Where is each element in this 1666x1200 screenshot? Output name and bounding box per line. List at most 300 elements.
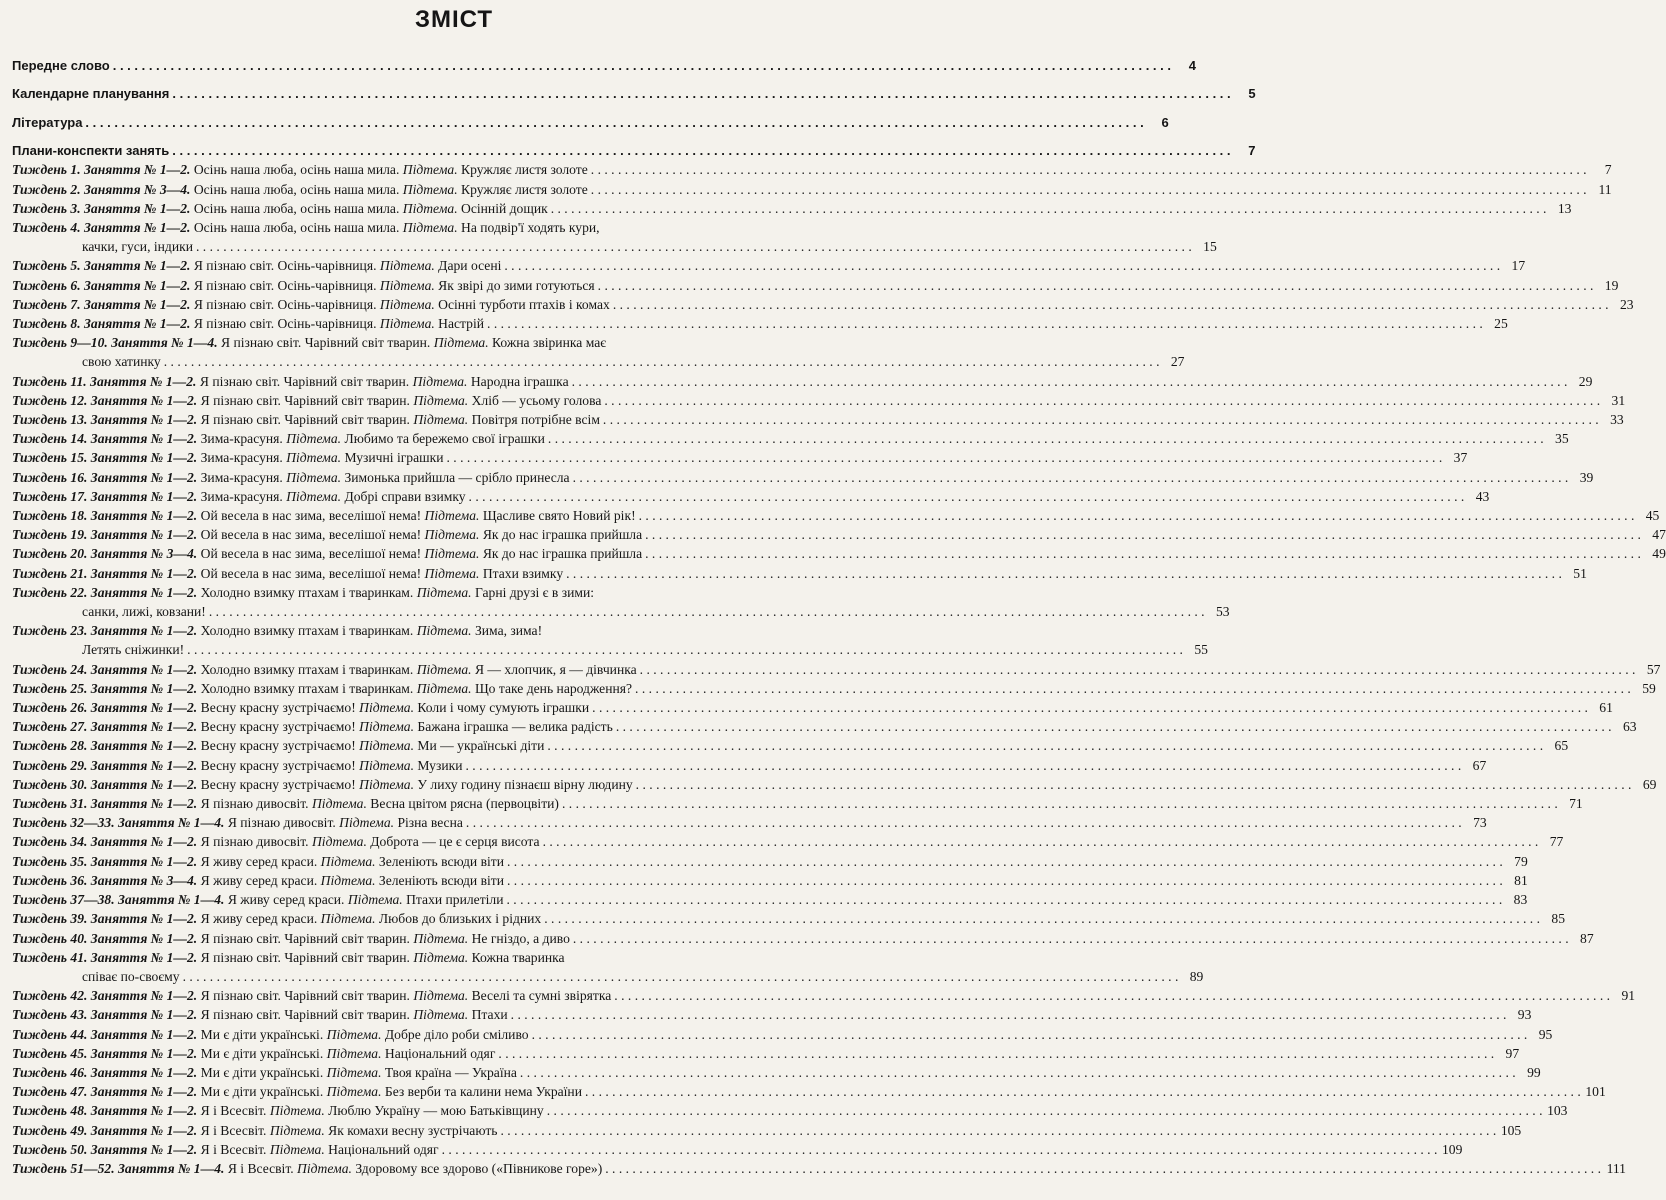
- page-number: 103: [1547, 1103, 1568, 1119]
- page-number: 29: [1578, 373, 1593, 389]
- entry-topic: Осінь наша люба, осінь наша мила.: [193, 181, 400, 197]
- dot-leader: [636, 775, 1632, 794]
- subtopic-label: Підтема.: [413, 412, 469, 428]
- dot-leader: [196, 237, 1192, 256]
- subtopic-label: Підтема.: [379, 296, 435, 312]
- subtopic-label: Підтема.: [424, 508, 480, 524]
- dot-leader: [604, 391, 1600, 410]
- entry-subtopic: Національний одяг: [328, 1141, 439, 1157]
- week-lesson-label: Тиждень 41. Заняття № 1—2.: [12, 949, 198, 965]
- entry-topic: Весну красну зустрічаємо!: [200, 757, 356, 773]
- subtopic-label: Підтема.: [286, 488, 342, 504]
- toc-entry-text: [12, 679, 632, 698]
- toc-entry-text: [12, 986, 611, 1005]
- toc-entry-row[interactable]: [12, 1063, 1541, 1082]
- page-number: 57: [1646, 661, 1661, 677]
- entry-topic: Весну красну зустрічаємо!: [200, 700, 356, 716]
- entry-topic: Я живу серед краси.: [200, 872, 318, 888]
- dot-leader: [645, 544, 1641, 563]
- toc-entry-text: [12, 314, 484, 333]
- page-number: 95: [1538, 1026, 1553, 1042]
- entry-topic: Я і Всесвіт.: [200, 1122, 267, 1138]
- toc-entry-row[interactable]: [12, 429, 1569, 448]
- week-lesson-label: Тиждень 19. Заняття № 1—2.: [12, 527, 198, 543]
- entry-subtopic: Зеленіють всюди віти: [378, 853, 504, 869]
- entry-topic: Осінь наша люба, осінь наша мила.: [193, 200, 400, 216]
- entry-topic: Зима-красуня.: [200, 469, 283, 485]
- entry-topic: Ми є діти українські.: [200, 1064, 324, 1080]
- toc-entry-text: [12, 832, 540, 851]
- dot-leader: [543, 832, 1539, 851]
- toc-entry-row[interactable]: [12, 660, 1661, 679]
- toc-entry-row[interactable]: [12, 525, 1666, 544]
- entry-subtopic: Кружляє листя золоте: [461, 162, 588, 178]
- dot-leader: [572, 372, 1568, 391]
- subtopic-label: Підтема.: [359, 776, 414, 792]
- subtopic-label: Підтема.: [326, 1084, 382, 1100]
- week-lesson-label: Тиждень 34. Заняття № 1—2.: [12, 834, 198, 850]
- toc-entry-row[interactable]: [12, 890, 1528, 909]
- dot-leader: [498, 1044, 1494, 1063]
- page-number: 25: [1494, 316, 1508, 331]
- toc-entry-row[interactable]: [12, 852, 1528, 871]
- toc-entry-row[interactable]: [12, 756, 1487, 775]
- toc-entry-row[interactable]: [12, 448, 1468, 467]
- page-number: 71: [1569, 796, 1583, 812]
- subtopic-label: Підтема.: [379, 258, 435, 274]
- toc-entry-row[interactable]: [12, 256, 1526, 275]
- entry-topic: Я пізнаю дивосвіт.: [200, 834, 309, 850]
- page-number: 15: [1203, 239, 1217, 255]
- toc-entry-text: [12, 794, 559, 813]
- entry-continuation-text: санки, лижі, ковзани!: [82, 604, 206, 620]
- entry-topic: Я і Всесвіт.: [227, 1160, 294, 1176]
- entry-continuation-text: свою хатинку: [82, 354, 161, 370]
- toc-entry-row[interactable]: [12, 333, 904, 352]
- toc-entry-text: [12, 180, 588, 199]
- entry-subtopic: Здоровому все здорово («Півникове горе»): [355, 1160, 603, 1176]
- entry-subtopic: Любов до близьких і рідних: [378, 911, 542, 927]
- toc-entry-row[interactable]: [12, 1082, 1606, 1101]
- entry-topic: Я пізнаю дивосвіт.: [227, 815, 336, 831]
- subtopic-label: Підтема.: [339, 815, 395, 831]
- entry-topic: Холодно взимку птахам і тваринкам.: [200, 623, 414, 639]
- dot-leader: [85, 113, 1143, 132]
- toc-front-row[interactable]: [12, 56, 1196, 75]
- subtopic-label: Підтема.: [424, 565, 480, 581]
- page-number: 89: [1189, 968, 1204, 984]
- toc-entry-text: [12, 909, 541, 928]
- toc-entry-text: [12, 1159, 602, 1178]
- dot-leader: [566, 564, 1562, 583]
- entry-topic: Ой весела в нас зима, веселішої нема!: [200, 565, 422, 581]
- toc-entry-text: [12, 525, 642, 544]
- toc-entry-row[interactable]: [12, 621, 904, 640]
- entry-topic: Я живу серед краси.: [200, 911, 318, 927]
- subtopic-label: Підтема.: [413, 988, 469, 1004]
- entry-topic: Я пізнаю світ. Чарівний світ тварин.: [200, 392, 410, 408]
- toc-entry-continuation[interactable]: [12, 640, 1208, 659]
- page-number: 7: [1604, 162, 1612, 178]
- week-lesson-label: Тиждень 39. Заняття № 1—2.: [12, 911, 198, 927]
- entry-continuation-text: Летять сніжинки!: [82, 642, 185, 658]
- subtopic-label: Підтема.: [297, 1160, 352, 1176]
- toc-entry-row[interactable]: [12, 410, 1624, 429]
- toc-entry-row[interactable]: [12, 929, 1594, 948]
- week-lesson-label: Тиждень 7. Заняття № 1—2.: [12, 296, 191, 312]
- entry-subtopic: Музичні іграшки: [344, 450, 444, 466]
- toc-entry-row[interactable]: [12, 180, 1612, 199]
- entry-continuation-text: качки, гуси, індики: [82, 239, 193, 255]
- entry-topic: Зима-красуня.: [200, 450, 283, 466]
- page-number: 19: [1604, 277, 1619, 293]
- subtopic-label: Підтема.: [416, 680, 472, 696]
- entry-topic: Ой весела в нас зима, веселішої нема!: [200, 527, 422, 543]
- dot-leader: [500, 1121, 1496, 1140]
- toc-entry-row[interactable]: [12, 1140, 1463, 1159]
- toc-front-row[interactable]: [12, 113, 1169, 132]
- toc-entry-text: [12, 660, 637, 679]
- week-lesson-label: Тиждень 4. Заняття № 1—2.: [12, 219, 191, 235]
- week-lesson-label: Тиждень 40. Заняття № 1—2.: [12, 930, 198, 946]
- dot-leader: [613, 295, 1609, 314]
- toc-entry-row[interactable]: [12, 717, 1637, 736]
- entry-subtopic: Любимо та бережемо свої іграшки: [344, 431, 545, 447]
- toc-entry-text: [12, 1101, 544, 1120]
- dot-leader: [466, 813, 1462, 832]
- toc-entry-row[interactable]: [12, 1121, 1522, 1140]
- dot-leader: [506, 890, 1502, 909]
- entry-topic: Холодно взимку птахам і тваринкам.: [200, 584, 414, 600]
- subtopic-label: Підтема.: [326, 1064, 382, 1080]
- dot-leader: [605, 1159, 1601, 1178]
- page-number: 109: [1441, 1141, 1463, 1157]
- toc-front-row[interactable]: [12, 84, 1256, 103]
- page-number: 55: [1194, 642, 1208, 658]
- dot-leader: [603, 410, 1599, 429]
- entry-subtopic: Добре діло роби сміливо: [384, 1026, 529, 1042]
- toc-entry-text: [12, 333, 606, 352]
- toc-entry-row[interactable]: [12, 564, 1587, 583]
- dot-leader: [164, 352, 1160, 371]
- entry-topic: Ми є діти українські.: [200, 1026, 324, 1042]
- week-lesson-label: Тиждень 26. Заняття № 1—2.: [12, 700, 198, 716]
- dot-leader: [507, 852, 1503, 871]
- entry-subtopic: Як до нас іграшка прийшла: [482, 527, 643, 543]
- toc-entry-row[interactable]: [12, 391, 1626, 410]
- subtopic-label: Підтема.: [286, 450, 342, 466]
- entry-subtopic: Веселі та сумні звірятка: [471, 988, 612, 1004]
- entry-topic: Я пізнаю світ. Осінь-чарівниця.: [193, 277, 377, 293]
- entry-subtopic: Щасливе свято Новий рік!: [482, 508, 636, 524]
- page-number: 73: [1473, 815, 1487, 831]
- toc-entry-row[interactable]: [12, 160, 1612, 179]
- subtopic-label: Підтема.: [424, 546, 480, 562]
- week-lesson-label: Тиждень 45. Заняття № 1—2.: [12, 1045, 198, 1061]
- toc-entry-text: [12, 429, 545, 448]
- toc-entry-text: [12, 813, 463, 832]
- page-number: 45: [1645, 508, 1660, 524]
- toc-entry-text: [12, 564, 563, 583]
- week-lesson-label: Тиждень 43. Заняття № 1—2.: [12, 1007, 198, 1023]
- entry-topic: Я пізнаю світ. Осінь-чарівниця.: [193, 316, 377, 331]
- entry-subtopic: Зима, зима!: [474, 623, 543, 639]
- toc-front-row[interactable]: [12, 141, 1256, 160]
- toc-entry-text: [12, 890, 503, 909]
- entry-topic: Ми є діти українські.: [200, 1084, 324, 1100]
- toc-entry-row[interactable]: [12, 813, 1487, 832]
- toc-entry-text: [12, 295, 610, 314]
- page-number: 83: [1513, 892, 1528, 908]
- page-number: 91: [1621, 988, 1636, 1004]
- toc-entry-row[interactable]: [12, 199, 1572, 218]
- entry-subtopic: Гарні друзі є в зими:: [474, 584, 594, 600]
- toc-entry-text: [12, 775, 633, 794]
- entry-subtopic: Дари осені: [438, 258, 502, 274]
- subtopic-label: Підтема.: [402, 162, 458, 178]
- subtopic-label: Підтема.: [311, 796, 367, 812]
- dot-leader: [573, 929, 1569, 948]
- dot-leader: [446, 448, 1442, 467]
- page-number: 85: [1551, 911, 1565, 927]
- dot-leader: [113, 56, 1171, 75]
- entry-subtopic: Осінній дощик: [461, 200, 548, 216]
- page-number: 6: [1161, 114, 1169, 130]
- week-lesson-label: Тиждень 1. Заняття № 1—2.: [12, 162, 191, 178]
- toc-front-title: Календарне планування: [12, 86, 170, 102]
- toc-entry-row[interactable]: [12, 372, 1593, 391]
- page-number: 101: [1585, 1084, 1606, 1100]
- entry-topic: Осінь наша люба, осінь наша мила.: [193, 162, 400, 178]
- dot-leader: [511, 1005, 1507, 1024]
- subtopic-label: Підтема.: [320, 872, 376, 888]
- page-number: 39: [1579, 469, 1594, 485]
- week-lesson-label: Тиждень 35. Заняття № 1—2.: [12, 853, 198, 869]
- toc-entry-row[interactable]: [12, 487, 1490, 506]
- dot-leader: [614, 986, 1610, 1005]
- toc-entry-text: [12, 1140, 439, 1159]
- page-number: 61: [1599, 700, 1613, 716]
- subtopic-label: Підтема.: [424, 527, 480, 543]
- week-lesson-label: Тиждень 29. Заняття № 1—2.: [12, 757, 198, 773]
- dot-leader: [504, 256, 1500, 275]
- toc-entry-row[interactable]: [12, 1005, 1532, 1024]
- page-number: 111: [1606, 1160, 1626, 1176]
- dot-leader: [591, 180, 1587, 199]
- dot-leader: [442, 1140, 1438, 1159]
- week-lesson-label: Тиждень 16. Заняття № 1—2.: [12, 469, 198, 485]
- dot-leader: [562, 794, 1558, 813]
- week-lesson-label: Тиждень 22. Заняття № 1—2.: [12, 584, 198, 600]
- week-lesson-label: Тиждень 9—10. Заняття № 1—4.: [12, 335, 218, 351]
- entry-subtopic: Зимонька прийшла — срібло принесла: [344, 469, 570, 485]
- page-number: 69: [1642, 776, 1657, 792]
- toc-entry-continuation[interactable]: [12, 602, 1230, 621]
- toc-entry-text: [12, 276, 595, 295]
- week-lesson-label: Тиждень 42. Заняття № 1—2.: [12, 988, 198, 1004]
- entry-topic: Холодно взимку птахам і тваринкам.: [200, 680, 414, 696]
- entry-topic: Ой весела в нас зима, веселішої нема!: [200, 508, 422, 524]
- toc-entry-row[interactable]: [12, 948, 904, 967]
- entry-subtopic: Як комахи весну зустрічають: [328, 1122, 498, 1138]
- dot-leader: [573, 468, 1569, 487]
- subtopic-label: Підтема.: [402, 200, 458, 216]
- dot-leader: [598, 276, 1594, 295]
- toc-entry-text: [12, 1082, 582, 1101]
- page-number: 99: [1527, 1064, 1541, 1080]
- dot-leader: [469, 487, 1465, 506]
- subtopic-label: Підтема.: [412, 373, 468, 389]
- page-number: 49: [1652, 546, 1666, 562]
- subtopic-label: Підтема.: [416, 661, 472, 677]
- toc-entry-row[interactable]: [12, 698, 1613, 717]
- week-lesson-label: Тиждень 8. Заняття № 1—2.: [12, 316, 191, 331]
- toc-entry-row[interactable]: [12, 775, 1657, 794]
- toc-entry-row[interactable]: [12, 871, 1528, 890]
- entry-subtopic: Національний одяг: [384, 1045, 496, 1061]
- toc-entry-row[interactable]: [12, 986, 1636, 1005]
- entry-subtopic: Кожна звіринка має: [492, 335, 607, 351]
- toc-entry-row[interactable]: [12, 909, 1565, 928]
- entry-topic: Я пізнаю світ. Чарівний світ тварин.: [200, 949, 410, 965]
- toc-entry-text: [12, 1005, 508, 1024]
- page-number: 31: [1611, 392, 1626, 408]
- toc-entry-row[interactable]: [12, 736, 1569, 755]
- entry-subtopic: Птахи прилетіли: [406, 892, 504, 908]
- toc-entry-text: [12, 256, 501, 275]
- entry-subtopic: Бажана іграшка — велика радість: [417, 719, 613, 735]
- subtopic-label: Підтема.: [347, 892, 403, 908]
- toc-entry-text: [12, 1044, 495, 1063]
- toc-entry-row[interactable]: [12, 832, 1564, 851]
- page-number: 81: [1514, 872, 1528, 888]
- entry-subtopic: Що таке день народження?: [474, 680, 633, 696]
- entry-topic: Я і Всесвіт.: [200, 1103, 267, 1119]
- toc-front-title: Передне слово: [12, 58, 110, 73]
- dot-leader: [532, 1025, 1528, 1044]
- toc-entry-row[interactable]: [12, 276, 1619, 295]
- page-number: 65: [1554, 738, 1569, 754]
- dot-leader: [585, 1082, 1581, 1101]
- week-lesson-label: Тиждень 25. Заняття № 1—2.: [12, 680, 198, 696]
- subtopic-label: Підтема.: [326, 1026, 382, 1042]
- week-lesson-label: Тиждень 12. Заняття № 1—2.: [12, 392, 198, 408]
- dot-leader: [507, 871, 1503, 890]
- toc-entry-row[interactable]: [12, 679, 1656, 698]
- entry-subtopic: Не гніздо, а диво: [471, 930, 570, 946]
- toc-entry-row[interactable]: [12, 1044, 1520, 1063]
- entry-topic: Я пізнаю світ. Чарівний світ тварин.: [200, 930, 410, 946]
- week-lesson-label: Тиждень 32—33. Заняття № 1—4.: [12, 815, 225, 831]
- toc-entry-row[interactable]: [12, 506, 1660, 525]
- week-lesson-label: Тиждень 47. Заняття № 1—2.: [12, 1084, 198, 1100]
- toc-entry-row[interactable]: [12, 583, 904, 602]
- entry-topic: Я пізнаю світ. Чарівний світ тварин.: [199, 373, 410, 389]
- entry-topic: Я пізнаю світ. Чарівний світ тварин.: [200, 988, 410, 1004]
- page-number: 87: [1580, 930, 1594, 946]
- week-lesson-label: Тиждень 11. Заняття № 1—2.: [12, 373, 197, 389]
- page-number: 33: [1610, 412, 1624, 428]
- toc-entry-row[interactable]: [12, 1101, 1568, 1120]
- toc-entry-row[interactable]: [12, 1025, 1553, 1044]
- toc-entry-row[interactable]: [12, 295, 1634, 314]
- toc-entry-row[interactable]: [12, 314, 1508, 333]
- entry-topic: Я живу серед краси.: [227, 892, 345, 908]
- page-number: 77: [1549, 834, 1564, 850]
- subtopic-label: Підтема.: [416, 584, 472, 600]
- toc-entry-row[interactable]: [12, 544, 1666, 563]
- dot-leader: [172, 141, 1230, 160]
- toc-front-title: Плани-конспекти занять: [12, 143, 170, 159]
- entry-subtopic: Весна цвітом рясна (первоцвіти): [370, 796, 559, 812]
- page-number: 51: [1573, 565, 1587, 581]
- dot-leader: [183, 967, 1179, 986]
- toc-entry-text: [12, 698, 589, 717]
- toc-entry-row[interactable]: [12, 1159, 1626, 1178]
- toc-entry-row[interactable]: [12, 468, 1594, 487]
- entry-subtopic: Доброта — це є серця висота: [370, 834, 540, 850]
- entry-topic: Я пізнаю дивосвіт.: [200, 796, 309, 812]
- subtopic-label: Підтема.: [413, 949, 469, 965]
- week-lesson-label: Тиждень 51—52. Заняття № 1—4.: [12, 1160, 225, 1176]
- week-lesson-label: Тиждень 37—38. Заняття № 1—4.: [12, 892, 225, 908]
- toc-entry-text: [12, 1121, 497, 1140]
- week-lesson-label: Тиждень 3. Заняття № 1—2.: [12, 200, 191, 216]
- entry-subtopic: Птахи: [471, 1007, 508, 1023]
- toc-entry-text: [12, 487, 466, 506]
- subtopic-label: Підтема.: [359, 700, 414, 716]
- dot-leader: [591, 160, 1587, 179]
- dot-leader: [640, 660, 1636, 679]
- toc-entry-continuation[interactable]: [12, 352, 1185, 371]
- page-number: 63: [1622, 719, 1637, 735]
- dot-leader: [172, 84, 1230, 103]
- subtopic-label: Підтема.: [326, 1045, 382, 1061]
- subtopic-label: Підтема.: [269, 1103, 325, 1119]
- subtopic-label: Підтема.: [413, 930, 469, 946]
- subtopic-label: Підтема.: [433, 335, 489, 351]
- page-number: 47: [1652, 527, 1666, 543]
- toc-entry-continuation[interactable]: [12, 967, 1204, 986]
- dot-leader: [639, 506, 1635, 525]
- toc-entry-text: [12, 468, 570, 487]
- subtopic-label: Підтема.: [379, 277, 435, 293]
- toc-entry-continuation[interactable]: [12, 237, 1217, 256]
- table-of-contents: [12, 56, 1666, 1178]
- toc-entry-text: [12, 929, 570, 948]
- entry-subtopic: Коли і чому сумують іграшки: [417, 700, 590, 716]
- entry-topic: Ой весела в нас зима, веселішої нема!: [200, 546, 422, 562]
- entry-subtopic: Добрі справи взимку: [344, 488, 466, 504]
- toc-entry-row[interactable]: [12, 218, 904, 237]
- toc-entry-text: [12, 1063, 517, 1082]
- entry-subtopic: На подвір'ї ходять кури,: [461, 219, 600, 235]
- page-number: 23: [1619, 296, 1634, 312]
- week-lesson-label: Тиждень 31. Заняття № 1—2.: [12, 796, 198, 812]
- entry-subtopic: Музики: [417, 757, 463, 773]
- page-number: 93: [1517, 1007, 1532, 1023]
- page-number: 13: [1557, 200, 1572, 216]
- dot-leader: [616, 717, 1612, 736]
- dot-leader: [520, 1063, 1516, 1082]
- entry-topic: Осінь наша люба, осінь наша мила.: [193, 219, 400, 235]
- toc-entry-row[interactable]: [12, 794, 1583, 813]
- page-number: 59: [1642, 680, 1656, 696]
- entry-subtopic: Як звірі до зими готуються: [438, 277, 595, 293]
- entry-subtopic: Я — хлопчик, я — дівчинка: [474, 661, 637, 677]
- week-lesson-label: Тиждень 50. Заняття № 1—2.: [12, 1141, 198, 1157]
- subtopic-label: Підтема.: [413, 1007, 469, 1023]
